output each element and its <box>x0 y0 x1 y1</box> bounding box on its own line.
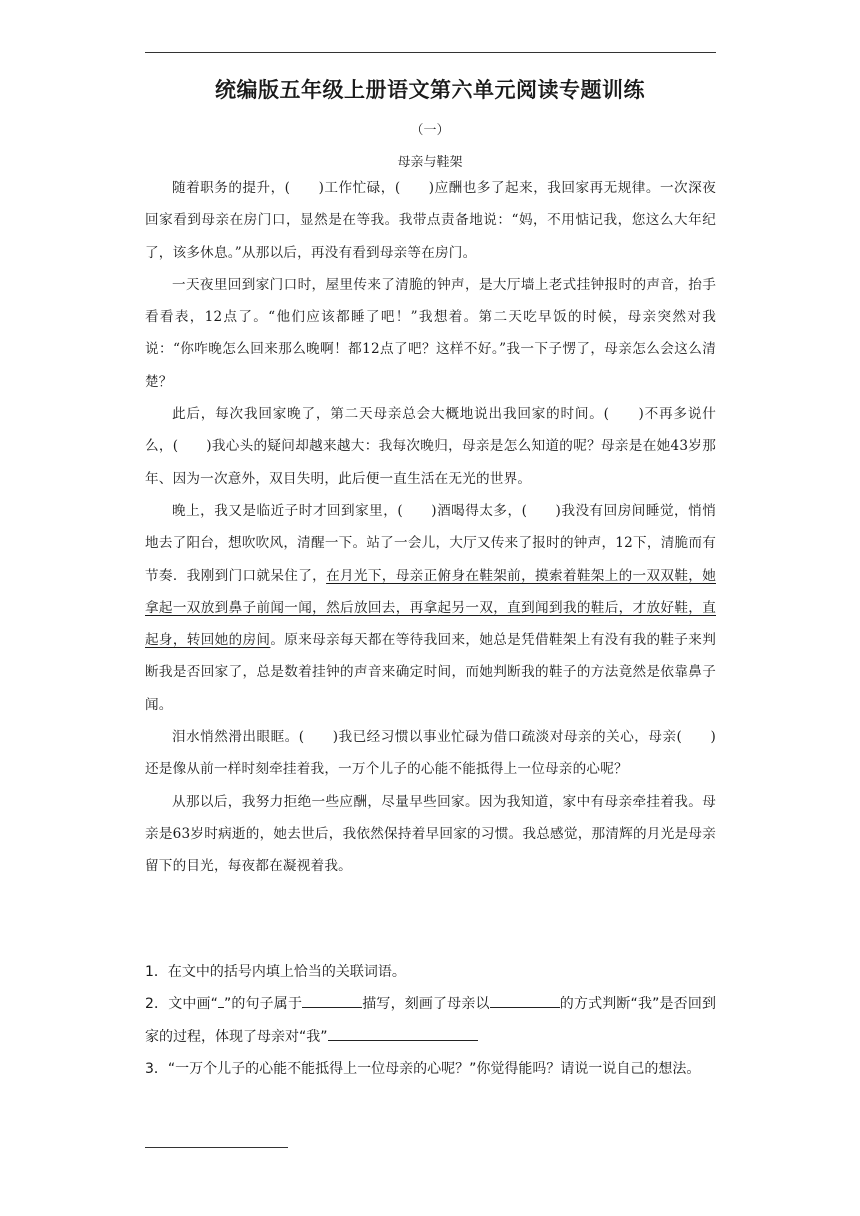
question-2-part-a: 2．文中画“ <box>145 996 218 1013</box>
question-3: 3．“一万个儿子的心能不能抵得上一位母亲的心呢？”你觉得能吗？请说一说自己的想法。 <box>145 1061 701 1078</box>
paragraph-3: 此后，每次我回家晚了，第二天母亲总会大概地说出我回家的时间。( )不再多说什么，( )我心头的疑问却越来越大：我每次晚归，母亲是怎么知道的呢？母亲是在她43岁那年、因为一次意外，双目失明，此后便一直生活在无光的世界。 <box>145 406 716 487</box>
answer-blank-1[interactable] <box>302 993 362 1008</box>
question-2 <box>145 988 716 1053</box>
paragraph-4 <box>145 495 716 721</box>
paragraph-2: 一天夜里回到家门口时，屋里传来了清脆的钟声，是大厅墙上老式挂钟报时的声音，抬手看看表，12点了。“他们应该都睡了吧！”我想着。第二天吃早饭的时候，母亲突然对我说：“你咋晚怎么回来那么晚啊！都12点了吧？这样不好。”我一下子愣了，母亲怎么会这么清楚？ <box>145 276 716 390</box>
answer-blank-2[interactable] <box>490 993 560 1008</box>
footnote-rule <box>145 1147 288 1148</box>
passage-body <box>145 172 716 883</box>
question-2-part-d: 的方式判断“我”是否回到家的过程，体现了母亲对“我” <box>145 996 716 1045</box>
underlined-sentence: 在月光下，母亲正俯身在鞋架前，摸索着鞋架上的一双双鞋，她拿起一双放到鼻子前闻一闻，然后放回去，再拿起另一双，直到闻到我的鞋后，才放好鞋，直起身，转回她的房间 <box>145 567 716 649</box>
paragraph-4-start: 晚上，我又是临近子时才回到家里，( )酒喝得太多，( )我没有回房间睡觉，悄悄地去了阳台，想吹吹风，清醒一下。站了一会儿，大厅又传来了报时的钟声，12下，清脆而有节奏．我刚到门口就呆住了， <box>145 502 716 584</box>
paragraph-6: 从那以后，我努力拒绝一些应酬，尽量早些回家。因为我知道，家中有母亲牵挂着我。母亲是63岁时病逝的，她去世后，我依然保持着早回家的习惯。我总感觉，那清辉的月光是母亲留下的目光，每夜都在凝视着我。 <box>145 793 716 875</box>
question-2-part-b: ”的句子属于 <box>223 996 303 1013</box>
questions <box>145 956 716 1086</box>
section-number: （一） <box>410 123 450 138</box>
paragraph-5: 泪水悄然滑出眼眶。( )我已经习惯以事业忙碌为借口疏淡对母亲的关心，母亲( )还是像从前一样时刻牵挂着我，一万个儿子的心能不能抵得上一位母亲的心呢？ <box>145 729 716 778</box>
page-title: 统编版五年级上册语文第六单元阅读专题训练 <box>215 78 645 102</box>
question-2-part-c: 描写，刻画了母亲以 <box>362 996 490 1013</box>
question-1: 1．在文中的括号内填上恰当的关联词语。 <box>145 964 406 980</box>
passage-title: 母亲与鞋架 <box>397 155 463 170</box>
answer-blank-3[interactable] <box>328 1026 478 1041</box>
top-rule <box>145 52 716 53</box>
paragraph-4-end: 。原来母亲每天都在等待我回来，她总是凭借鞋架上有没有我的鞋子来判断我是否回家了，总是数着挂钟的声音来确定时间，而她判断我的鞋子的方法竟然是依靠鼻子闻。 <box>145 632 716 713</box>
paragraph-1: 随着职务的提升，( )工作忙碌，( )应酬也多了起来，我回家再无规律。一次深夜回家看到母亲在房门口，显然是在等我。我带点责备地说：“妈，不用惦记我，您这么大年纪了，该多休息。”从那以后，再没有看到母亲等在房门。 <box>145 180 716 261</box>
